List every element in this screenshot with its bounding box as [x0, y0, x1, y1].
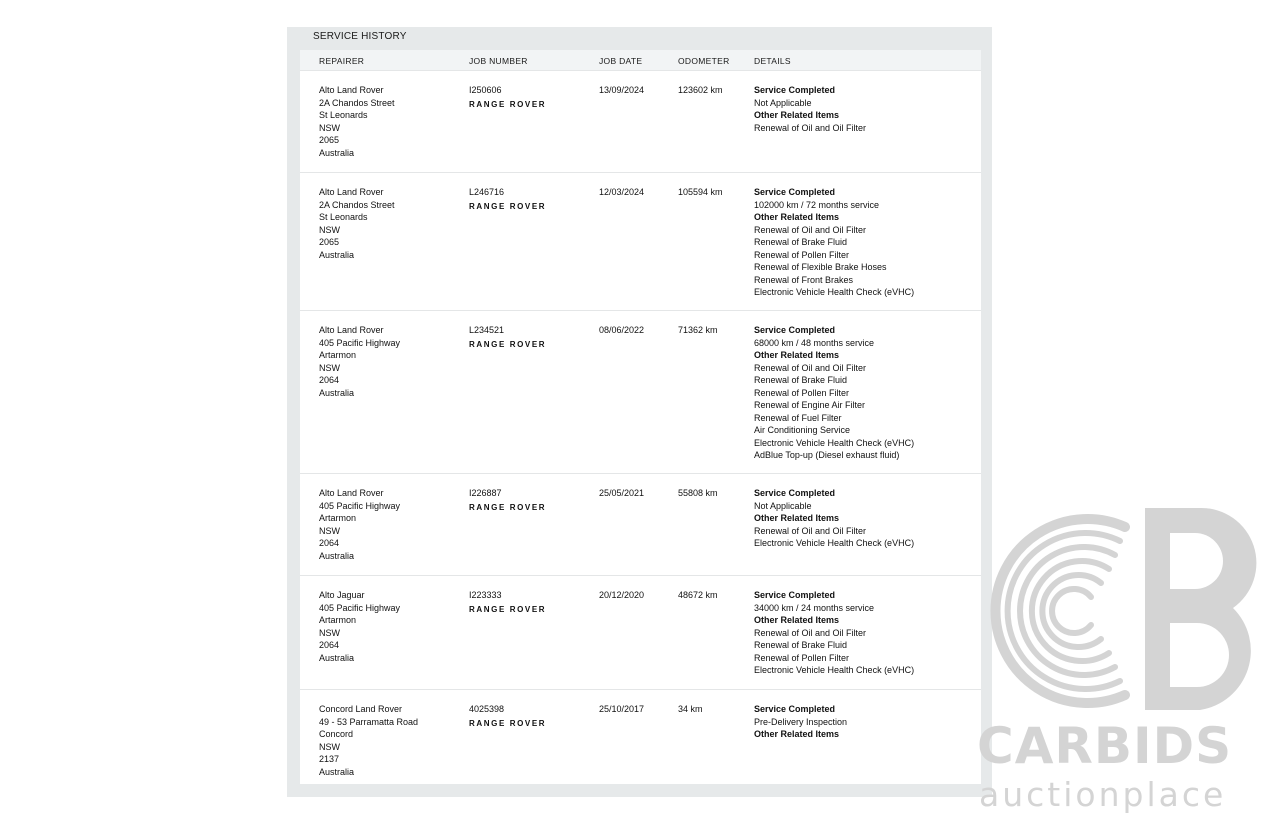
job-date: 20/12/2020 [599, 590, 645, 600]
details-heading: Other Related Items [754, 513, 840, 523]
details-item: Renewal of Brake Fluid [754, 375, 848, 385]
job-number: L246716 [469, 187, 505, 197]
repairer-line: Alto Land Rover [319, 325, 384, 335]
repairer-cell [319, 487, 400, 562]
details-item: 68000 km / 48 months service [754, 337, 875, 348]
range-rover-wordmark: RANGE ROVER [469, 502, 547, 512]
job-number: L234521 [469, 325, 505, 335]
range-rover-wordmark: RANGE ROVER [469, 339, 547, 349]
repairer-line: 2137 [319, 754, 340, 764]
repairer-line: 2065 [319, 135, 340, 145]
details-item: Renewal of Brake Fluid [754, 640, 848, 650]
repairer-line: 405 Pacific Highway [319, 500, 401, 511]
watermark-brand: CARBIDS [977, 717, 1233, 775]
odometer: 55808 km [678, 488, 718, 498]
details-heading: Other Related Items [754, 729, 840, 739]
repairer-line: Alto Jaguar [319, 590, 365, 600]
repairer-line: 405 Pacific Highway [319, 602, 401, 613]
job-number: I250606 [469, 85, 502, 95]
job-date: 13/09/2024 [599, 85, 645, 95]
section-title: SERVICE HISTORY [313, 31, 407, 42]
repairer-line: NSW [319, 224, 340, 235]
details-cell [754, 703, 847, 741]
repairer-line: Concord [319, 729, 354, 739]
details-item: Renewal of Brake Fluid [754, 237, 848, 247]
repairer-line: Alto Land Rover [319, 187, 384, 197]
details-item: Renewal of Oil and Oil Filter [754, 362, 867, 373]
odometer: 48672 km [678, 590, 718, 600]
job-number-cell [469, 186, 546, 213]
table-body [300, 71, 981, 790]
job-date: 25/10/2017 [599, 704, 645, 714]
details-item: Renewal of Oil and Oil Filter [754, 122, 867, 133]
details-heading: Other Related Items [754, 615, 840, 625]
job-date: 12/03/2024 [599, 187, 645, 197]
details-heading: Service Completed [754, 704, 836, 714]
details-heading: Service Completed [754, 488, 836, 498]
details-item: Electronic Vehicle Health Check (eVHC) [754, 538, 915, 548]
details-item: Air Conditioning Service [754, 425, 851, 435]
table-row [300, 173, 981, 311]
range-rover-wordmark: RANGE ROVER [469, 201, 547, 211]
col-header-repairer: REPAIRER [319, 56, 365, 66]
details-item: AdBlue Top-up (Diesel exhaust fluid) [754, 450, 900, 460]
details-item: Electronic Vehicle Health Check (eVHC) [754, 665, 915, 675]
repairer-cell [319, 703, 418, 778]
repairer-line: Australia [319, 766, 355, 777]
repairer-line: Artarmon [319, 615, 357, 625]
details-item: Electronic Vehicle Health Check (eVHC) [754, 437, 915, 448]
details-item: Renewal of Pollen Filter [754, 387, 850, 398]
job-number: I223333 [469, 590, 502, 600]
table-row [300, 690, 981, 790]
table-row [300, 71, 981, 173]
details-heading: Service Completed [754, 590, 836, 600]
range-rover-wordmark: RANGE ROVER [469, 99, 547, 109]
col-header-job-number: JOB NUMBER [469, 56, 528, 66]
job-number-cell [469, 703, 546, 730]
details-item: Not Applicable [754, 500, 812, 511]
repairer-line: 2064 [319, 640, 340, 650]
details-item: Renewal of Oil and Oil Filter [754, 525, 867, 536]
range-rover-wordmark: RANGE ROVER [469, 718, 547, 728]
odometer: 123602 km [678, 85, 723, 95]
details-item: Renewal of Flexible Brake Hoses [754, 262, 887, 272]
odometer: 34 km [678, 704, 703, 714]
repairer-line: Artarmon [319, 350, 357, 360]
repairer-line: 2064 [319, 538, 340, 548]
details-heading: Service Completed [754, 325, 836, 335]
table-row [300, 576, 981, 690]
repairer-cell [319, 324, 400, 399]
repairer-line: NSW [319, 525, 340, 536]
repairer-line: NSW [319, 122, 340, 133]
details-heading: Other Related Items [754, 110, 840, 120]
odometer: 71362 km [678, 325, 718, 335]
details-item: Pre-Delivery Inspection [754, 716, 848, 727]
repairer-cell [319, 84, 395, 159]
col-header-details: DETAILS [754, 56, 791, 66]
details-heading: Other Related Items [754, 350, 840, 360]
repairer-line: Alto Land Rover [319, 488, 384, 498]
repairer-line: NSW [319, 627, 340, 638]
job-number-cell [469, 324, 546, 351]
details-item: Renewal of Pollen Filter [754, 249, 850, 260]
repairer-line: Australia [319, 387, 355, 398]
details-heading: Service Completed [754, 85, 836, 95]
details-item: 34000 km / 24 months service [754, 602, 875, 613]
col-header-job-date: JOB DATE [599, 56, 643, 66]
details-cell [754, 324, 914, 462]
details-cell [754, 487, 914, 550]
job-number-cell [469, 487, 546, 514]
details-item: Renewal of Oil and Oil Filter [754, 224, 867, 235]
repairer-line: 2064 [319, 375, 340, 385]
repairer-line: St Leonards [319, 110, 368, 120]
service-history-table [300, 50, 981, 784]
repairer-line: NSW [319, 741, 340, 752]
repairer-cell [319, 589, 400, 664]
details-item: Renewal of Engine Air Filter [754, 400, 866, 410]
repairer-line: NSW [319, 362, 340, 373]
repairer-line: 49 - 53 Parramatta Road [319, 716, 419, 727]
job-number: I226887 [469, 488, 502, 498]
repairer-line: Alto Land Rover [319, 85, 384, 95]
details-cell [754, 84, 866, 134]
fingerprint-logo-icon [975, 505, 1260, 735]
details-item: Renewal of Fuel Filter [754, 412, 842, 423]
repairer-line: Australia [319, 249, 355, 260]
repairer-line: Australia [319, 652, 355, 663]
job-date: 25/05/2021 [599, 488, 645, 498]
repairer-line: Artarmon [319, 513, 357, 523]
repairer-line: Concord Land Rover [319, 704, 403, 714]
watermark-tagline: auctionplace [979, 775, 1227, 814]
details-item: Electronic Vehicle Health Check (eVHC) [754, 287, 915, 297]
details-item: Renewal of Oil and Oil Filter [754, 627, 867, 638]
details-heading: Service Completed [754, 187, 836, 197]
table-row [300, 311, 981, 474]
job-number: 4025398 [469, 704, 505, 714]
repairer-line: Australia [319, 550, 355, 561]
range-rover-wordmark: RANGE ROVER [469, 604, 547, 614]
details-item: Renewal of Front Brakes [754, 274, 854, 285]
details-cell [754, 589, 914, 677]
col-header-odometer: ODOMETER [678, 56, 730, 66]
repairer-line: 405 Pacific Highway [319, 337, 401, 348]
job-date: 08/06/2022 [599, 325, 645, 335]
service-history-panel [287, 27, 992, 797]
carbids-watermark [975, 505, 1260, 815]
repairer-cell [319, 186, 395, 261]
odometer: 105594 km [678, 187, 723, 197]
details-item: Renewal of Pollen Filter [754, 652, 850, 663]
table-header [300, 50, 981, 71]
details-heading: Other Related Items [754, 212, 840, 222]
details-cell [754, 186, 914, 299]
job-number-cell [469, 84, 546, 111]
details-item: Not Applicable [754, 97, 812, 108]
job-number-cell [469, 589, 546, 616]
details-item: 102000 km / 72 months service [754, 199, 880, 210]
repairer-line: Australia [319, 147, 355, 158]
repairer-line: 2A Chandos Street [319, 97, 395, 108]
repairer-line: 2065 [319, 237, 340, 247]
table-row [300, 474, 981, 576]
repairer-line: 2A Chandos Street [319, 199, 395, 210]
repairer-line: St Leonards [319, 212, 368, 222]
